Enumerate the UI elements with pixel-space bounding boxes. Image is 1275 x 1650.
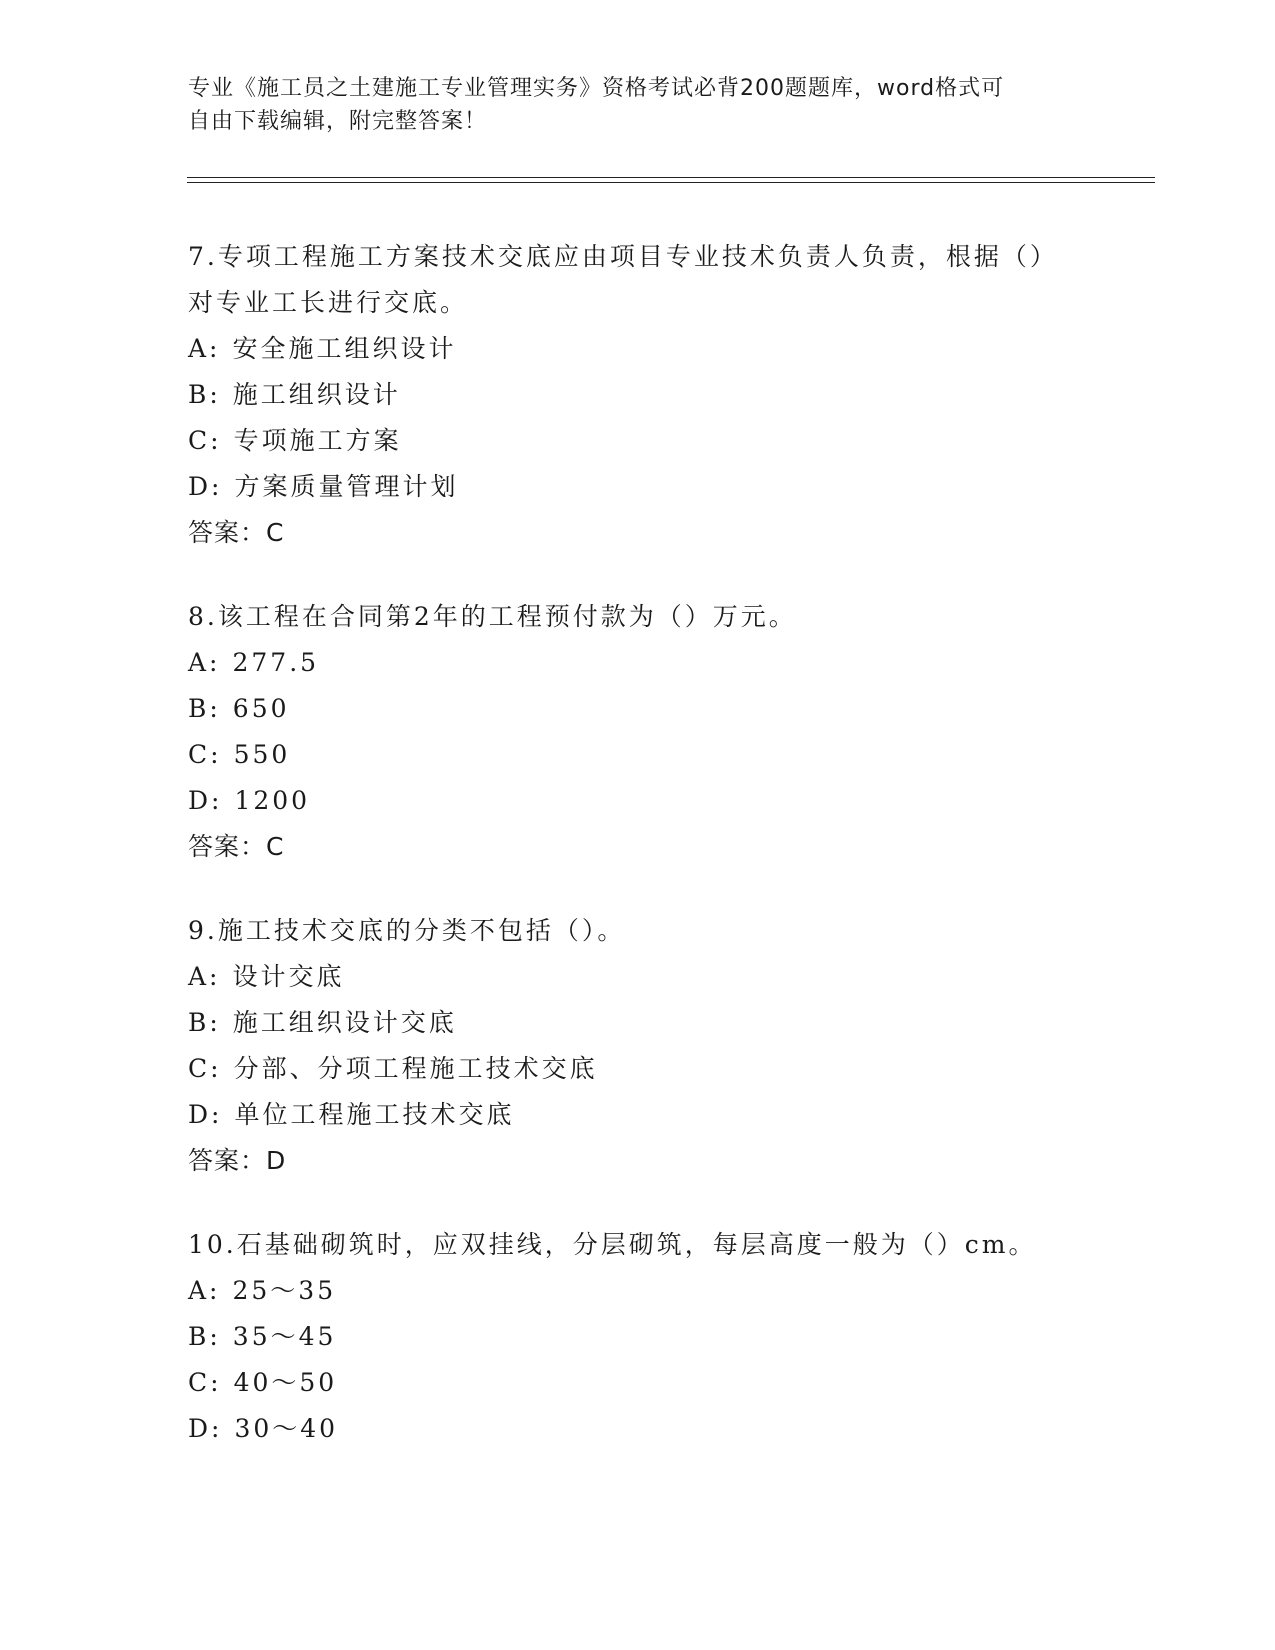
option-letter: C:: [188, 1054, 222, 1083]
option-letter: D:: [188, 472, 223, 501]
option-d: [188, 464, 1068, 510]
document-header: [188, 72, 1088, 138]
option-text: 施工组织设计交底: [232, 1008, 457, 1037]
option-text: 277.5: [232, 648, 320, 677]
option-a: [188, 1268, 1068, 1314]
option-text: 30～40: [234, 1414, 339, 1443]
option-c: [188, 732, 1068, 778]
answer-line: 答案：C: [188, 518, 285, 547]
answer-line: 答案：D: [188, 1146, 287, 1175]
option-letter: D:: [188, 1414, 223, 1443]
option-letter: D:: [188, 1100, 223, 1129]
option-b: [188, 1000, 1068, 1046]
question-list: [188, 234, 1068, 1490]
option-d: [188, 778, 1068, 824]
header-divider-bottom: [187, 182, 1155, 183]
option-letter: A:: [188, 648, 221, 677]
option-d: [188, 1092, 1068, 1138]
option-a: [188, 640, 1068, 686]
option-c: [188, 1046, 1068, 1092]
option-d: [188, 1406, 1068, 1452]
option-text: 550: [233, 740, 291, 769]
option-a: [188, 326, 1068, 372]
option-text: 方案质量管理计划: [234, 472, 459, 501]
option-c: [188, 1360, 1068, 1406]
option-letter: C:: [188, 426, 222, 455]
option-letter: C:: [188, 740, 222, 769]
option-letter: A:: [188, 1276, 221, 1305]
option-b: [188, 372, 1068, 418]
option-text: 25～35: [232, 1276, 337, 1305]
question-9: [188, 908, 1068, 1184]
option-text: 1200: [234, 786, 311, 815]
question-10: [188, 1222, 1068, 1452]
header-divider-top: [187, 177, 1155, 178]
option-letter: B:: [188, 694, 221, 723]
option-letter: A:: [188, 962, 221, 991]
option-text: 分部、分项工程施工技术交底: [233, 1054, 598, 1083]
option-letter: A:: [188, 334, 221, 363]
question-text: 10.石基础砌筑时，应双挂线，分层砌筑，每层高度一般为（）cm。: [188, 1230, 1037, 1259]
option-text: 施工组织设计: [232, 380, 401, 409]
option-b: [188, 686, 1068, 732]
option-c: [188, 418, 1068, 464]
option-letter: D:: [188, 786, 223, 815]
question-8: [188, 594, 1068, 870]
option-letter: C:: [188, 1368, 222, 1397]
option-text: 专项施工方案: [233, 426, 402, 455]
header-line-1: 专业《施工员之土建施工专业管理实务》资格考试必背200题题库，word格式可: [188, 76, 1005, 101]
option-text: 单位工程施工技术交底: [234, 1100, 515, 1129]
option-letter: B:: [188, 380, 221, 409]
option-text: 安全施工组织设计: [232, 334, 457, 363]
question-text: 9.施工技术交底的分类不包括（）。: [188, 916, 626, 945]
option-text: 设计交底: [232, 962, 345, 991]
header-line-2: 自由下载编辑，附完整答案！: [188, 109, 488, 134]
option-a: [188, 954, 1068, 1000]
option-letter: B:: [188, 1008, 221, 1037]
question-text: 8.该工程在合同第2年的工程预付款为（）万元。: [188, 602, 797, 631]
question-7: [188, 234, 1068, 556]
option-letter: B:: [188, 1322, 221, 1351]
option-text: 35～45: [232, 1322, 337, 1351]
option-b: [188, 1314, 1068, 1360]
answer-line: 答案：C: [188, 832, 285, 861]
question-text: 7.专项工程施工方案技术交底应由项目专业技术负责人负责，根据（）对专业工长进行交底。: [188, 242, 1058, 317]
option-text: 650: [232, 694, 290, 723]
option-text: 40～50: [233, 1368, 338, 1397]
